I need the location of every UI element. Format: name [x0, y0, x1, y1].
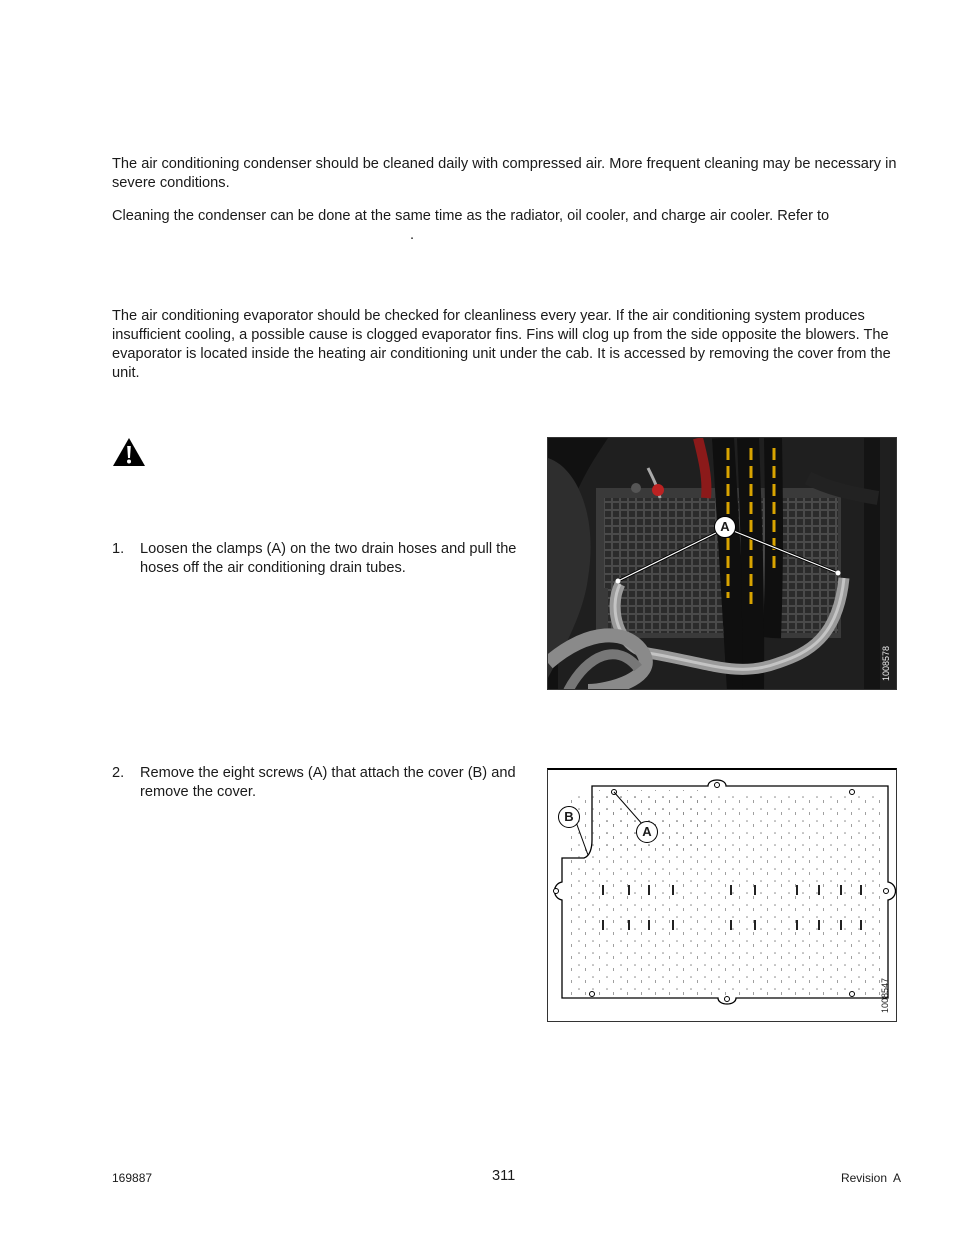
condenser-refer-line-2: .	[410, 227, 415, 243]
condenser-refer-paragraph	[112, 207, 902, 245]
figure-id: 1008547	[880, 977, 890, 1013]
step-number: 1.	[112, 541, 125, 557]
step-number: 2.	[112, 765, 125, 781]
callout-a: A	[714, 516, 736, 538]
cover-screws-diagram	[547, 768, 897, 1022]
figure-id: 1008578	[881, 645, 891, 681]
condenser-cleaning-paragraph: The air conditioning condenser should be cleaned daily with compressed air. More frequent cleaning may be necessary in severe conditions.	[112, 156, 897, 191]
step-2	[112, 764, 522, 802]
page-number: 311	[492, 1168, 516, 1184]
document-number: 169887	[112, 1171, 153, 1185]
warning-triangle-icon	[112, 437, 146, 467]
step-1	[112, 540, 522, 578]
drain-hoses-photo	[547, 437, 897, 690]
step-text: Remove the eight screws (A) that attach the cover (B) and remove the cover.	[140, 765, 516, 800]
condenser-refer-line-1: Cleaning the condenser can be done at the same time as the radiator, oil cooler, and charge air cooler. Refer to	[112, 208, 830, 224]
revision-label: Revision A	[840, 1171, 901, 1185]
evaporator-paragraph: The air conditioning evaporator should be checked for cleanliness every year. If the air conditioning system produces insufficient cooling, a possible cause is clogged evaporator fins. Fins will clog up from the side opposite the blowers. The evaporator is located inside the heating air conditioning unit under the cab. It is accessed by removing the cover from the unit.	[112, 308, 891, 381]
drain-hoses-illustration	[548, 438, 897, 690]
cover-outline-illustration	[548, 770, 897, 1022]
step-text: Loosen the clamps (A) on the two drain hoses and pull the hoses off the air conditioning drain tubes.	[140, 541, 517, 576]
callout-a: A	[636, 821, 658, 843]
callout-b: B	[558, 806, 580, 828]
